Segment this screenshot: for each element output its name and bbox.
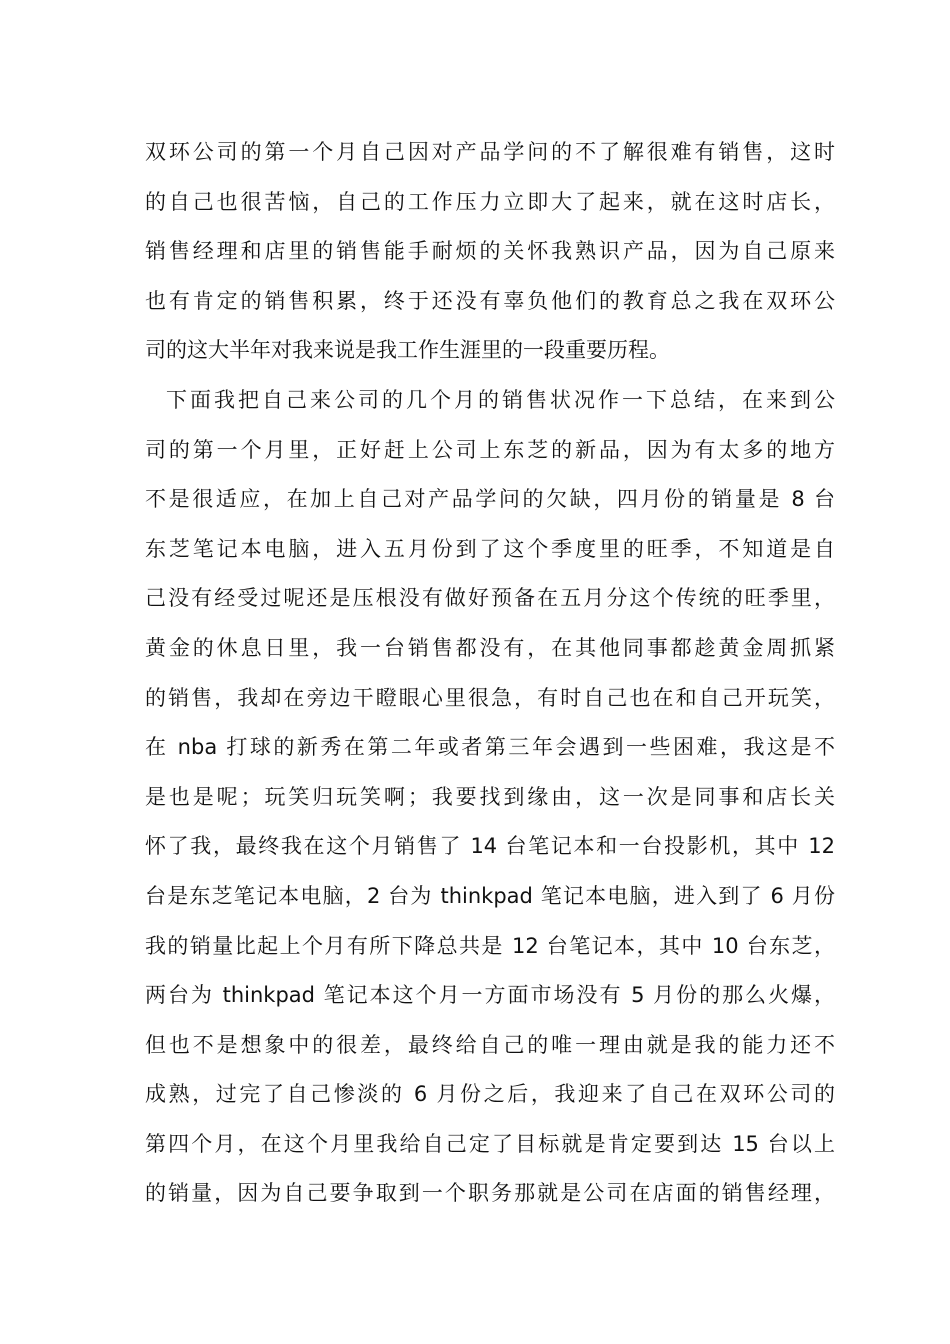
text-line: 在 nba 打球的新秀在第二年或者第三年会遇到一些困难，我这是不 [145,735,835,760]
text-line: 司的第一个月里，正好赶上公司上东芝的新品，因为有太多的地方 [145,437,835,462]
text-line: 双环公司的第一个月自己因对产品学问的不了解很难有销售，这时 [145,140,835,164]
text-line: 两台为 thinkpad 笔记本这个月一方面市场没有 5 月份的那么火爆， [145,983,835,1008]
text-line: 也有肯定的销售积累，终于还没有辜负他们的教育总之我在双环公 [145,288,835,313]
text-line: 第四个月，在这个月里我给自己定了目标就是肯定要到达 15 台以上 [145,1131,835,1156]
text-line: 东芝笔记本电脑，进入五月份到了这个季度里的旺季，不知道是自 [145,536,835,561]
text-line: 的自己也很苦恼，自己的工作压力立即大了起来，就在这时店长， [145,189,835,214]
text-line: 不是很适应，在加上自己对产品学问的欠缺，四月份的销量是 8 台 [145,487,835,512]
text-line: 的销售，我却在旁边干瞪眼心里很急，有时自己也在和自己开玩笑， [145,685,835,710]
text-line: 怀了我，最终我在这个月销售了 14 台笔记本和一台投影机，其中 12 [145,834,835,859]
text-line: 是也是呢；玩笑归玩笑啊；我要找到缘由，这一次是同事和店长关 [145,784,835,809]
text-line: 己没有经受过呢还是压根没有做好预备在五月分这个传统的旺季里， [145,586,835,611]
text-line: 我的销量比起上个月有所下降总共是 12 台笔记本，其中 10 台东芝， [145,933,835,958]
text-line: 台是东芝笔记本电脑，2 台为 thinkpad 笔记本电脑，进入到了 6 月份 [145,883,835,908]
paragraph-first-line: 下面我把自己来公司的几个月的销售状况作一下总结，在来到公 [166,387,835,412]
text-line: 的销量，因为自己要争取到一个职务那就是公司在店面的销售经理， [145,1181,835,1206]
text-line: 但也不是想象中的很差，最终给自己的唯一理由就是我的能力还不 [145,1032,835,1057]
text-line: 成熟，过完了自己惨淡的 6 月份之后，我迎来了自己在双环公司的 [145,1082,835,1107]
text-line: 销售经理和店里的销售能手耐烦的关怀我熟识产品，因为自己原来 [145,239,835,264]
text-line: 黄金的休息日里，我一台销售都没有，在其他同事都趁黄金周抓紧 [145,635,835,660]
text-line: 司的这大半年对我来说是我工作生涯里的一段重要历程。 [145,338,670,363]
document-body [145,128,835,1219]
